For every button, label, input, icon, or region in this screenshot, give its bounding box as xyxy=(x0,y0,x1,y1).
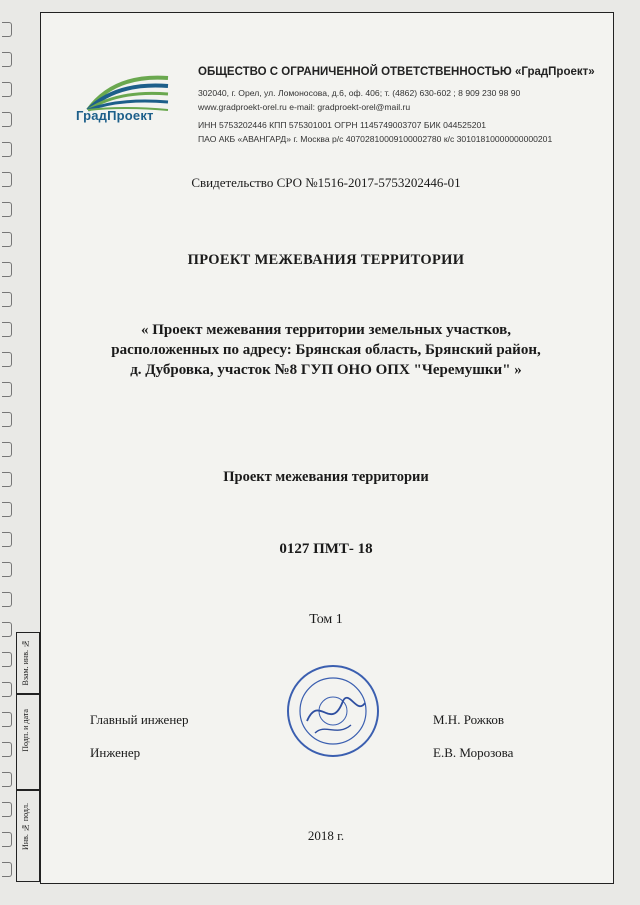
project-title-line-3: д. Дубровка, участок №8 ГУП ОНО ОПХ "Черемушки" » xyxy=(130,362,522,378)
side-stamp-label-top: Взам. инв. № xyxy=(21,639,30,686)
company-seal-icon xyxy=(285,663,381,759)
project-title xyxy=(40,320,612,380)
engineer-role: Инженер xyxy=(90,745,141,760)
logo-wordmark: ГрадПроект xyxy=(76,108,154,123)
volume-number: Том 1 xyxy=(309,612,343,627)
sro-certificate: Свидетельство СРО №1516-2017-5753202446-01 xyxy=(191,175,461,190)
engineer-name: Е.В. Морозова xyxy=(433,745,514,760)
document-year: 2018 г. xyxy=(307,828,345,843)
chief-engineer-name: М.Н. Рожков xyxy=(433,712,505,727)
side-stamp-cell-top xyxy=(16,632,40,694)
project-title-line-2: расположенных по адресу: Брянская область, Брянский район, xyxy=(111,342,541,358)
chief-engineer-role: Главный инженер xyxy=(90,712,189,727)
company-title: ОБЩЕСТВО С ОГРАНИЧЕННОЙ ОТВЕТСТВЕННОСТЬЮ «ГрадПроект» xyxy=(198,66,595,78)
company-web: www.gradproekt-orel.ru e-mail: gradproekt-orel@mail.ru xyxy=(198,102,411,112)
side-stamp-cell-bottom xyxy=(16,790,40,882)
side-stamp-label-mid: Подп. и дата xyxy=(21,709,30,752)
company-bank: ПАО АКБ «АВАНГАРД» г. Москва р/с 40702810009100002780 к/с 30101810000000000201 xyxy=(198,134,553,144)
side-stamp-cell-mid xyxy=(16,694,40,790)
side-stamp-label-bottom: Инв. № подл. xyxy=(21,803,30,850)
side-stamp-block xyxy=(16,632,40,882)
binding-rings xyxy=(0,0,14,905)
project-subtitle: Проект межевания территории xyxy=(223,469,429,485)
company-address: 302040, г. Орел, ул. Ломоносова, д.6, оф. 406; т. (4862) 630-602 ; 8 909 230 98 90 xyxy=(198,88,521,98)
project-title-line-1: « Проект межевания территории земельных участков, xyxy=(141,322,511,338)
company-header xyxy=(70,58,600,158)
company-logo-icon xyxy=(84,70,172,134)
document-type: ПРОЕКТ МЕЖЕВАНИЯ ТЕРРИТОРИИ xyxy=(187,252,465,268)
project-code: 0127 ПМТ- 18 xyxy=(279,541,373,557)
company-requisites: ИНН 5753202446 КПП 575301001 ОГРН 1145749003707 БИК 044525201 xyxy=(198,120,487,130)
